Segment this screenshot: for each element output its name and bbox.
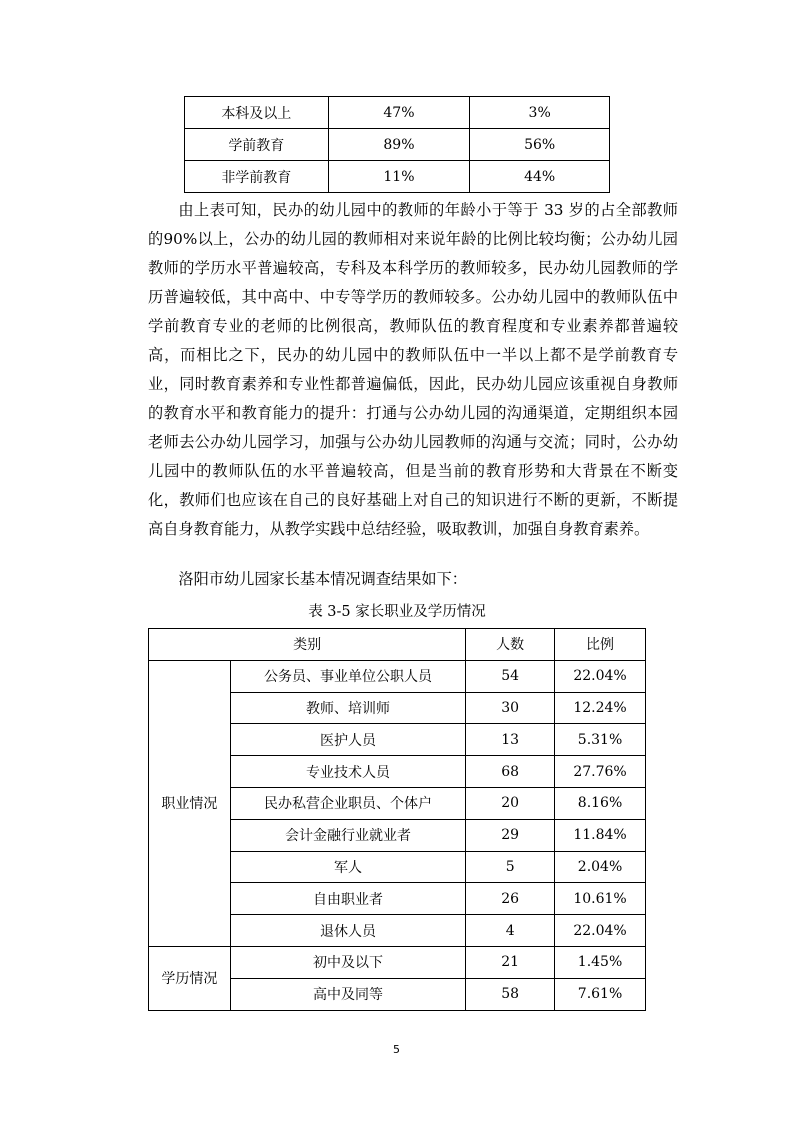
table-caption: 表 3-5 家长职业及学历情况 [308, 604, 486, 620]
analysis-paragraph: 由上表可知，民办的幼儿园中的教师的年龄小于等于 33 岁的占全部教师的90%以上，公办的幼儿园的教师相对来说年龄的比例比较均衡；公办幼儿园教师的学历水平普遍较高，专科及本科学历的教师较多，民办幼儿园教师的学历普遍较低，其中高中、中专等学历的教师较多。公办幼儿园中的教师队伍中学前教育专业的老师的比例很高，教师队伍的教育程度和专业素养都普遍较高，而相比之下，民办的幼儿园中的教师队伍中一半以上都不是学前教育专业，同时教育素养和专业性都普遍偏低，因此，民办幼儿园应该重视自身教师的教育水平和教育能力的提升：打通与公办幼儿园的沟通渠道，定期组织本园老师去公办幼儿园学习，加强与公办幼儿园教师的沟通与交流；同时，公办幼儿园中的教师队伍的水平普遍较高，但是当前的教育形势和大背景在不断变化，教师们也应该在自己的良好基础上对自己的知识进行不断的更新，不断提高自身教育能力，从教学实践中总结经验，吸取教训，加强自身教育素养。 [148, 201, 678, 538]
table-row [149, 660, 646, 692]
table-cell: 10.61% [555, 883, 646, 915]
table-cell: 专业技术人员 [230, 756, 465, 788]
table-cell: 47% [328, 97, 470, 129]
table-cell: 非学前教育 [185, 161, 329, 193]
table-cell: 44% [470, 161, 610, 193]
header-count: 人数 [466, 629, 555, 661]
table-cell: 自由职业者 [230, 883, 465, 915]
table-cell: 58 [466, 978, 555, 1010]
table-cell: 民办私营企业职员、个体户 [230, 787, 465, 819]
table-cell: 26 [466, 883, 555, 915]
table-cell: 初中及以下 [230, 946, 465, 978]
table-cell: 5.31% [555, 724, 646, 756]
table-cell: 21 [466, 946, 555, 978]
header-ratio: 比例 [555, 629, 646, 661]
table-cell: 89% [328, 129, 470, 161]
group-label-occupation: 职业情况 [149, 660, 231, 946]
teacher-stats-table [184, 96, 610, 193]
parent-stats-table [148, 628, 646, 1011]
table-cell: 29 [466, 819, 555, 851]
table-cell: 68 [466, 756, 555, 788]
table-row [149, 946, 646, 978]
table-cell: 12.24% [555, 692, 646, 724]
group-label-education: 学历情况 [149, 946, 231, 1010]
header-category: 类别 [149, 629, 466, 661]
table-cell: 54 [466, 660, 555, 692]
table-row [185, 129, 610, 161]
table-cell: 医护人员 [230, 724, 465, 756]
table-cell: 11% [328, 161, 470, 193]
table-cell: 56% [470, 129, 610, 161]
table-cell: 27.76% [555, 756, 646, 788]
page-number: 5 [393, 1043, 400, 1056]
table-cell: 退休人员 [230, 915, 465, 947]
table-cell: 8.16% [555, 787, 646, 819]
table-cell: 公务员、事业单位公职人员 [230, 660, 465, 692]
table-row [185, 161, 610, 193]
table-cell: 4 [466, 915, 555, 947]
table-cell: 13 [466, 724, 555, 756]
table-cell: 高中及同等 [230, 978, 465, 1010]
table-cell: 5 [466, 851, 555, 883]
table-cell: 教师、培训师 [230, 692, 465, 724]
table-cell: 20 [466, 787, 555, 819]
table-cell: 11.84% [555, 819, 646, 851]
table-cell: 1.45% [555, 946, 646, 978]
table-cell: 会计金融行业就业者 [230, 819, 465, 851]
intro-paragraph: 洛阳市幼儿园家长基本情况调查结果如下： [178, 570, 467, 588]
table-cell: 7.61% [555, 978, 646, 1010]
table-cell: 3% [470, 97, 610, 129]
table-cell: 30 [466, 692, 555, 724]
table-cell: 22.04% [555, 915, 646, 947]
table-cell: 军人 [230, 851, 465, 883]
table-cell: 2.04% [555, 851, 646, 883]
table-cell: 本科及以上 [185, 97, 329, 129]
table-cell: 学前教育 [185, 129, 329, 161]
table-header-row [149, 629, 646, 661]
table-row [185, 97, 610, 129]
table-cell: 22.04% [555, 660, 646, 692]
